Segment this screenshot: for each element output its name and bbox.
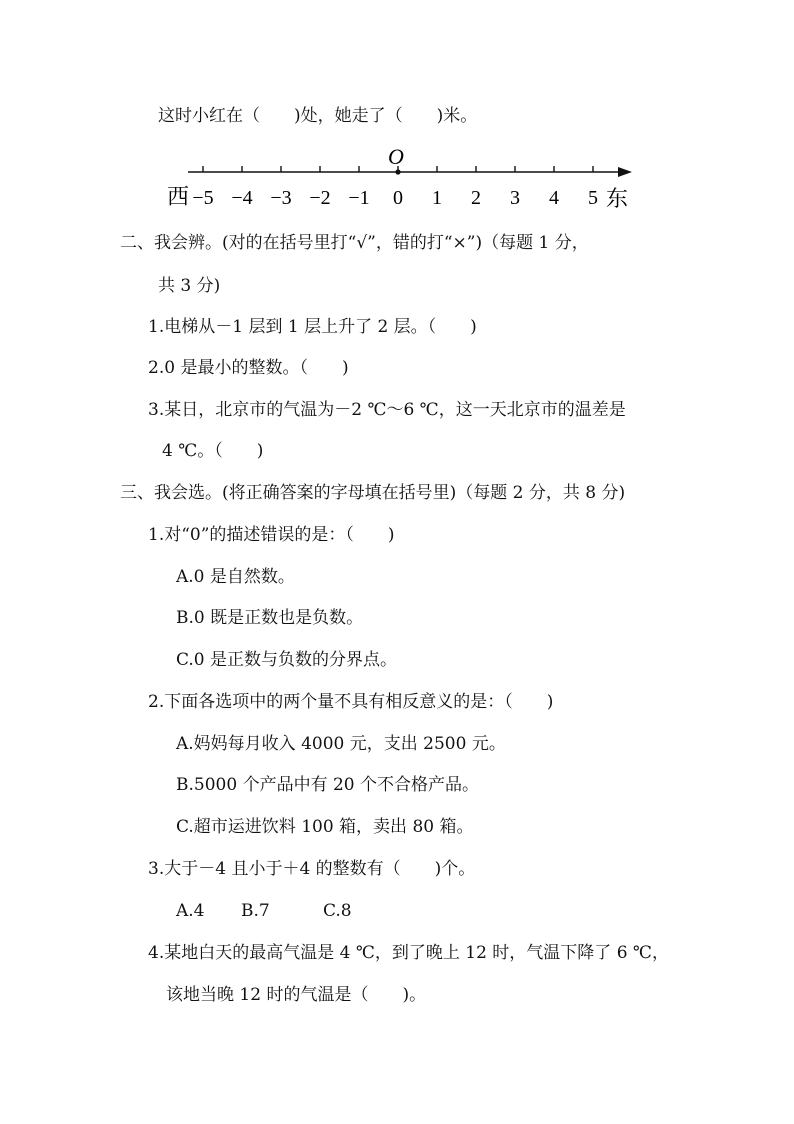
number-line-arrow [618,167,632,177]
number-line-tick-label: −2 [309,187,331,209]
section2-heading-cont: 共 3 分) [158,276,221,296]
q2-option-b: B.5000 个产品中有 20 个不合格产品。 [176,775,480,795]
q3-stem: 3.大于－4 且小于＋4 的整数有（ )个。 [148,859,476,879]
section2-item-3-cont: 4 ℃。（ ) [162,441,264,461]
q2-stem: 2.下面各选项中的两个量不具有相反意义的是：（ ) [148,692,554,712]
q4-stem-cont: 该地当晚 12 时的气温是（ )。 [166,985,427,1005]
section3-heading: 三、我会选。(将正确答案的字母填在括号里)（每题 2 分，共 8 分) [120,483,626,503]
section2-item-3: 3.某日，北京市的气温为－2 ℃～6 ℃，这一天北京市的温差是 [148,400,626,420]
q3-option-a: A.4 [176,901,205,921]
number-line-ticks [203,166,593,175]
number-line-origin-label: O [388,144,404,169]
intro-text: 这时小红在（ )处，她走了（ )米。 [158,106,478,126]
q2-option-a: A.妈妈每月收入 4000 元，支出 2500 元。 [176,734,506,754]
q2-option-c: C.超市运进饮料 100 箱，卖出 80 箱。 [176,817,474,837]
number-line [150,140,650,220]
q1-stem: 1.对“0”的描述错误的是：（ ) [148,525,395,545]
number-line-tick-label: −5 [192,187,214,209]
number-line-tick-label: −1 [348,187,370,209]
number-line-west-label: 西 [167,185,190,210]
section2-item-1: 1.电梯从－1 层到 1 层上升了 2 层。（ ) [148,317,477,337]
number-line-origin-dot [395,169,400,174]
q1-option-c: C.0 是正数与负数的分界点。 [176,650,398,670]
number-line-tick-label: 1 [432,187,442,209]
number-line-tick-label: 4 [549,187,559,209]
number-line-east-label: 东 [606,187,629,212]
number-line-tick-label: 0 [393,187,403,209]
q1-option-b: B.0 既是正数也是负数。 [176,608,364,628]
q3-option-b: B.7 [241,901,270,921]
number-line-tick-label: −4 [231,187,253,209]
number-line-tick-label: −3 [270,187,292,209]
number-line-tick-label: 3 [510,187,520,209]
number-line-labels [192,187,598,209]
section2-heading: 二、我会辨。(对的在括号里打“√”，错的打“×”)（每题 1 分， [120,233,589,253]
q3-option-c: C.8 [323,901,352,921]
number-line-tick-label: 2 [471,187,481,209]
section2-item-2: 2.0 是最小的整数。（ ) [148,358,349,378]
q1-option-a: A.0 是自然数。 [176,567,295,587]
q4-stem: 4.某地白天的最高气温是 4 ℃，到了晚上 12 时，气温下降了 6 ℃， [148,943,669,963]
number-line-tick-label: 5 [588,187,598,209]
